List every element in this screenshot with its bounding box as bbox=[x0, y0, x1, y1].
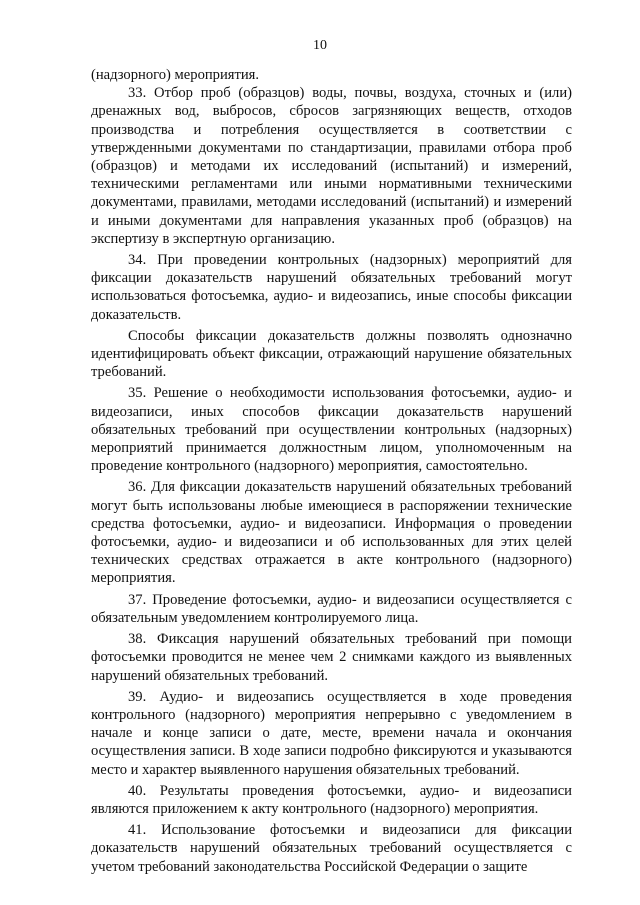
page-number: 10 bbox=[313, 38, 327, 53]
paragraph-34-methods: Способы фиксации доказательств должны позволять однозначно идентифицировать объект фиксации, отражающий нарушение обязательных требований. bbox=[91, 327, 572, 381]
paragraph-38: 38. Фиксация нарушений обязательных требований при помощи фотосъемки проводится не менее чем 2 снимками каждого из выявленных нарушений обязательных требований. bbox=[91, 631, 572, 684]
paragraph-37: 37. Проведение фотосъемки, аудио- и видеозаписи осуществляется с обязательным уведомлением контролируемого лица. bbox=[91, 591, 572, 626]
paragraph-34: 34. При проведении контрольных (надзорных) мероприятий для фиксации доказательств нарушений обязательных требований могут использоваться фотосъемка, аудио- и видеозапись, иные способы фиксации доказательств. bbox=[91, 252, 572, 323]
paragraph-36: 36. Для фиксации доказательств нарушений обязательных требований могут быть использованы любые имеющиеся в распоряжении технические средства фотосъемки, аудио- и видеозаписи. Информация о проведении фотосъемки, аудио- и видеозаписи и об использованных для этих целей технических средствах отражается в акте контрольного (надзорного) мероприятия. bbox=[91, 479, 572, 587]
paragraph-33: 33. Отбор проб (образцов) воды, почвы, воздуха, сточных и (или) дренажных вод, выбросов, сбросов загрязняющих веществ, отходов производства и потребления осуществляется в соответствии с утвержденными документами по стандартизации, правилами отбора проб (образцов) и методами их исследований (испытаний) и измерений, техническими регламентами или иными нормативными техническими документами, правилами, методами исследований (испытаний) и измерений и иными документами для направления указанных проб (образцов) на экспертизу в экспертную организацию. bbox=[91, 85, 572, 247]
paragraph-35: 35. Решение о необходимости использования фотосъемки, аудио- и видеозаписи, иных способов фиксации доказательств нарушений обязательных требований при осуществлении контрольных (надзорных) мероприятий принимается должностным лицом, уполномоченным на проведение контрольного (надзорного) мероприятия, самостоятельно. bbox=[91, 385, 572, 475]
paragraph-41: 41. Использование фотосъемки и видеозаписи для фиксации доказательств нарушений обязательных требований осуществляется с учетом требований законодательства Российской Федерации о защите bbox=[91, 822, 572, 875]
paragraph-continuation: (надзорного) мероприятия. bbox=[91, 67, 260, 83]
paragraph-40: 40. Результаты проведения фотосъемки, аудио- и видеозаписи являются приложением к акту контрольного (надзорного) мероприятия. bbox=[91, 782, 572, 817]
document-body bbox=[91, 66, 572, 876]
paragraph-39: 39. Аудио- и видеозапись осуществляется в ходе проведения контрольного (надзорного) мероприятия непрерывно с уведомлением в начале и конце записи о дате, месте, времени начала и окончания осуществления записи. В ходе записи подробно фиксируются и указываются место и характер выявленного нарушения обязательных требований. bbox=[91, 688, 572, 778]
